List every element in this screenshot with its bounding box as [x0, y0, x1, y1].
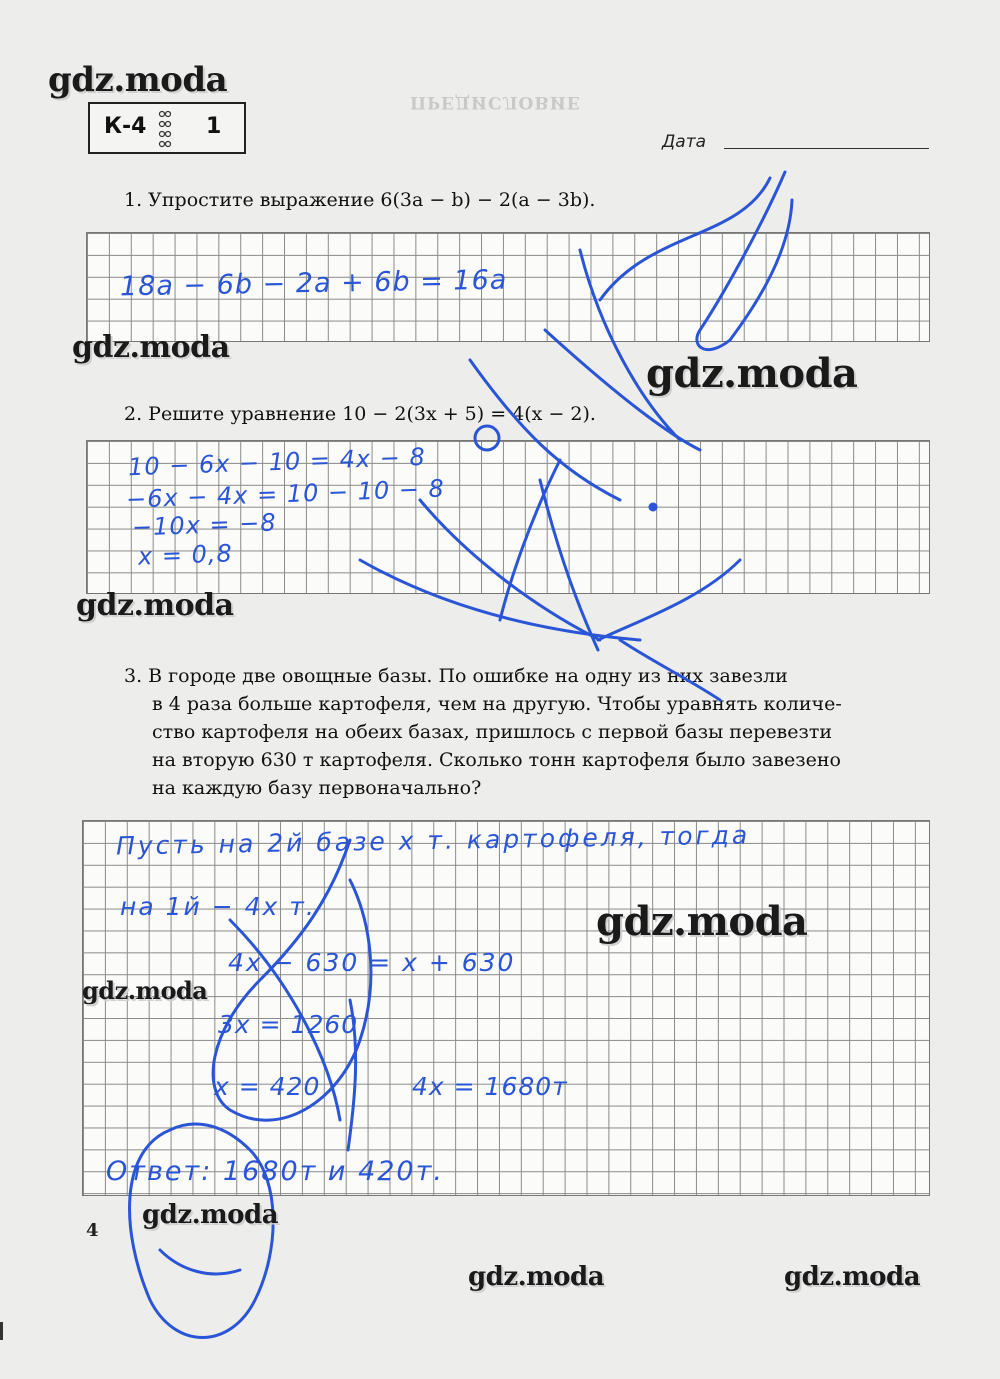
task-3-line-1: 3. В городе две овощные базы. По ошибке на одну из них завезли	[124, 665, 788, 687]
task-3-x-value: x = 420	[214, 1072, 321, 1101]
date-label: Дата	[662, 132, 707, 152]
edge-mark	[0, 1322, 3, 1340]
task-3-answer-line-1: Пусть на 2й базе x т. картофеля, тогда	[115, 820, 751, 861]
task-2-line-4: x = 0,8	[137, 539, 234, 571]
task-3-equation: 4x − 630 = x + 630	[228, 948, 516, 977]
task-2-text: 2. Решите уравнение 10 − 2(3x + 5) = 4(x − 2).	[124, 403, 596, 425]
watermark-7: gdz.moda	[142, 1200, 279, 1230]
task-3-step: 3x = 1260	[218, 1010, 359, 1039]
watermark-1: gdz.moda	[48, 60, 228, 100]
task-3-final-answer: Ответ: 1680т и 420т.	[106, 1156, 444, 1187]
task-3-line-5: на каждую базу первоначально?	[152, 777, 482, 799]
page-number: 4	[86, 1220, 99, 1241]
task-3-line-3: ство картофеля на обеих базах, пришлось с первой базы перевезти	[152, 721, 833, 743]
bleed-through-title: ПРЕДИСЛОВИЕ	[410, 92, 581, 112]
watermark-8: gdz.moda	[468, 1262, 605, 1292]
task-2-line-3: −10x = −8	[131, 508, 278, 542]
variant-number: 1	[206, 114, 222, 139]
task-2-line-1: 10 − 6x − 10 = 4x − 8	[127, 442, 427, 482]
task-3-line-4: на вторую 630 т картофеля. Сколько тонн картофеля было завезено	[152, 749, 841, 771]
watermark-6: gdz.moda	[82, 976, 208, 1005]
task-3-4x-value: 4x = 1680т	[412, 1072, 568, 1101]
watermark-5: gdz.moda	[596, 898, 808, 945]
task-3-answer-line-2: на 1й − 4x т.	[120, 892, 316, 921]
watermark-9: gdz.moda	[784, 1262, 921, 1292]
test-code: К-4	[104, 114, 147, 139]
task-1-answer: 18a − 6b − 2a + 6b = 16a	[119, 264, 508, 303]
task-1-text: 1. Упростите выражение 6(3a − b) − 2(a − 3b).	[124, 189, 596, 211]
task-2-line-2: −6x − 4x = 10 − 10 − 8	[125, 474, 446, 514]
watermark-4: gdz.moda	[76, 588, 234, 623]
watermark-3: gdz.moda	[646, 350, 858, 397]
task-3-line-2: в 4 раза больше картофеля, чем на другую. Чтобы уравнять количе-	[152, 693, 842, 715]
watermark-2: gdz.moda	[72, 330, 230, 365]
